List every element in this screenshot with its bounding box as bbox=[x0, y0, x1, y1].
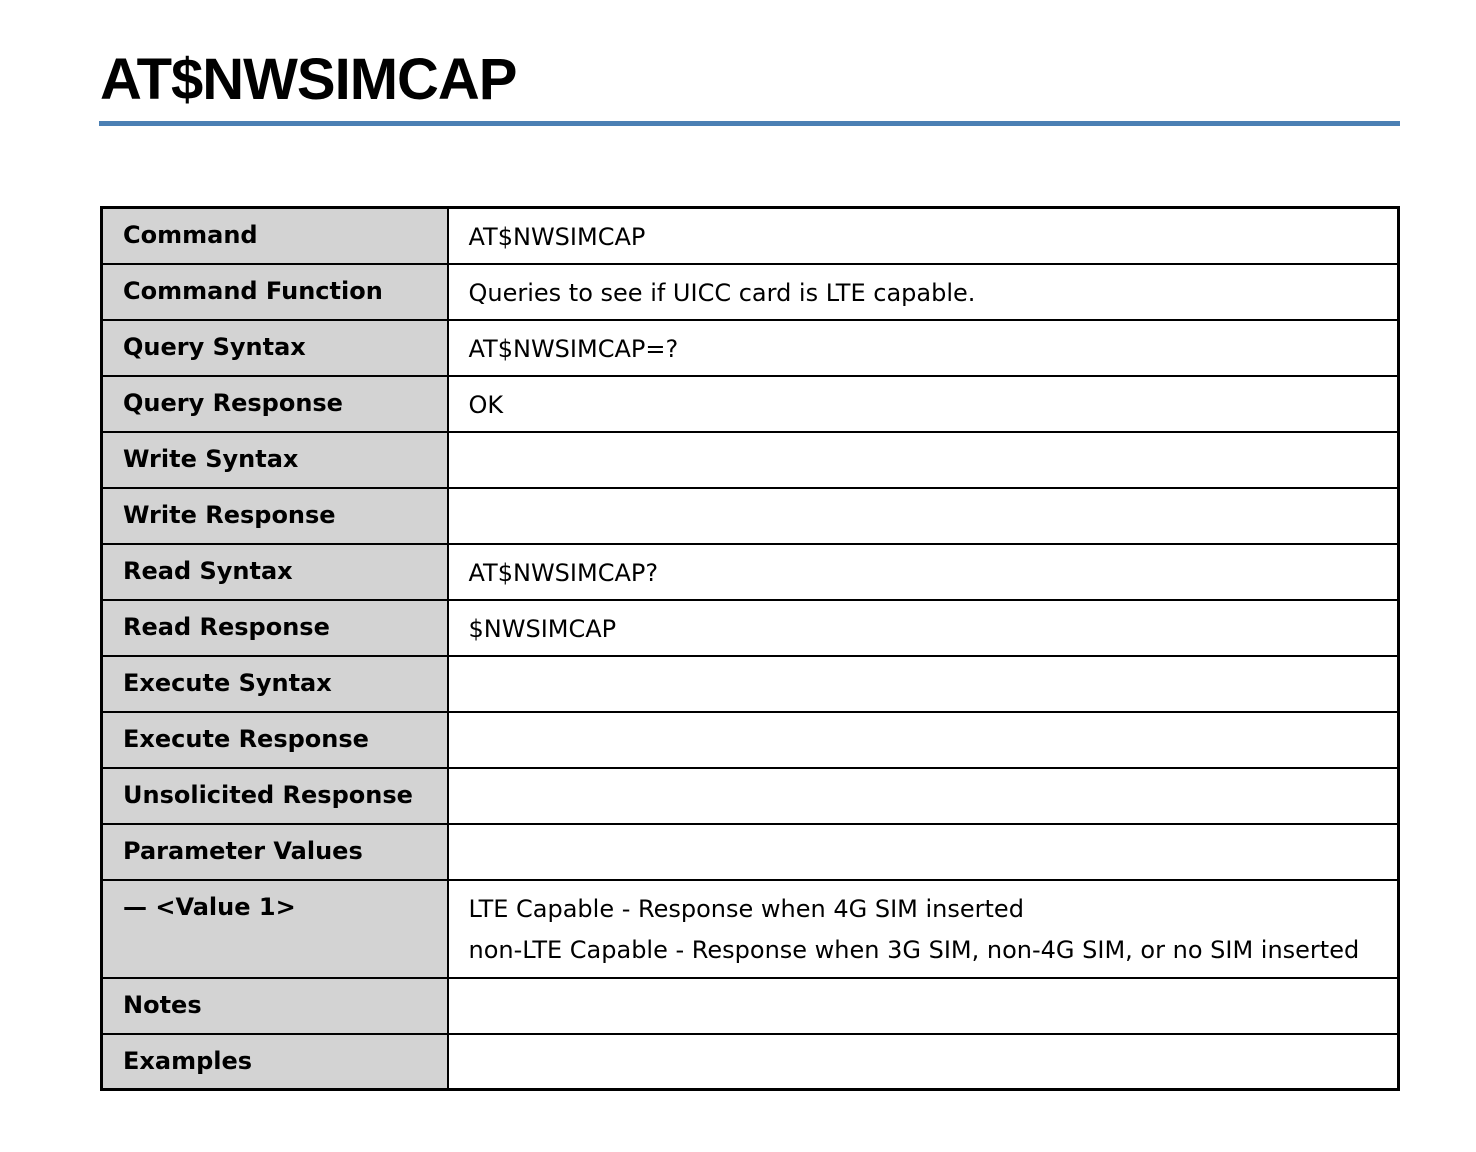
row-value bbox=[448, 1034, 1399, 1090]
row-label: Query Response bbox=[102, 376, 448, 432]
row-label: Execute Response bbox=[102, 712, 448, 768]
value-line: non-LTE Capable - Response when 3G SIM, non-4G SIM, or no SIM inserted bbox=[468, 935, 1360, 964]
table-row bbox=[102, 208, 1399, 264]
table-row bbox=[102, 544, 1399, 600]
row-label: — <Value 1> bbox=[102, 880, 448, 978]
row-label: Unsolicited Response bbox=[102, 768, 448, 824]
value-line: AT$NWSIMCAP=? bbox=[468, 334, 679, 363]
value-line: LTE Capable - Response when 4G SIM inserted bbox=[468, 894, 1024, 923]
value-line: AT$NWSIMCAP? bbox=[468, 558, 659, 587]
row-value bbox=[448, 768, 1399, 824]
row-value bbox=[448, 432, 1399, 488]
value-line: OK bbox=[468, 390, 504, 419]
row-value bbox=[448, 880, 1399, 978]
row-label: Query Syntax bbox=[102, 320, 448, 376]
row-value bbox=[448, 600, 1399, 656]
value-line: $NWSIMCAP bbox=[468, 614, 617, 643]
row-value bbox=[448, 712, 1399, 768]
row-value bbox=[448, 208, 1399, 264]
row-label: Notes bbox=[102, 978, 448, 1034]
table-row bbox=[102, 320, 1399, 376]
table-row bbox=[102, 600, 1399, 656]
page-title: AT$NWSIMCAP bbox=[100, 47, 517, 112]
table-row bbox=[102, 432, 1399, 488]
command-table-body bbox=[102, 208, 1399, 1090]
row-label: Examples bbox=[102, 1034, 448, 1090]
command-table bbox=[100, 206, 1400, 1091]
title-divider bbox=[99, 121, 1400, 126]
row-label: Write Syntax bbox=[102, 432, 448, 488]
table-row bbox=[102, 880, 1399, 978]
table-row bbox=[102, 768, 1399, 824]
table-row bbox=[102, 978, 1399, 1034]
row-label: Read Syntax bbox=[102, 544, 448, 600]
row-label: Execute Syntax bbox=[102, 656, 448, 712]
row-value bbox=[448, 544, 1399, 600]
row-label: Write Response bbox=[102, 488, 448, 544]
table-row bbox=[102, 488, 1399, 544]
table-row bbox=[102, 264, 1399, 320]
row-value bbox=[448, 376, 1399, 432]
table-row bbox=[102, 712, 1399, 768]
table-row bbox=[102, 656, 1399, 712]
table-row bbox=[102, 376, 1399, 432]
row-value bbox=[448, 264, 1399, 320]
row-label: Command Function bbox=[102, 264, 448, 320]
row-value bbox=[448, 824, 1399, 880]
table-row bbox=[102, 824, 1399, 880]
row-label: Parameter Values bbox=[102, 824, 448, 880]
row-label: Read Response bbox=[102, 600, 448, 656]
row-value bbox=[448, 488, 1399, 544]
row-value bbox=[448, 978, 1399, 1034]
row-value bbox=[448, 656, 1399, 712]
row-value bbox=[448, 320, 1399, 376]
row-label: Command bbox=[102, 208, 448, 264]
value-line: Queries to see if UICC card is LTE capable. bbox=[468, 278, 976, 307]
value-line: AT$NWSIMCAP bbox=[468, 223, 646, 251]
table-row bbox=[102, 1034, 1399, 1090]
